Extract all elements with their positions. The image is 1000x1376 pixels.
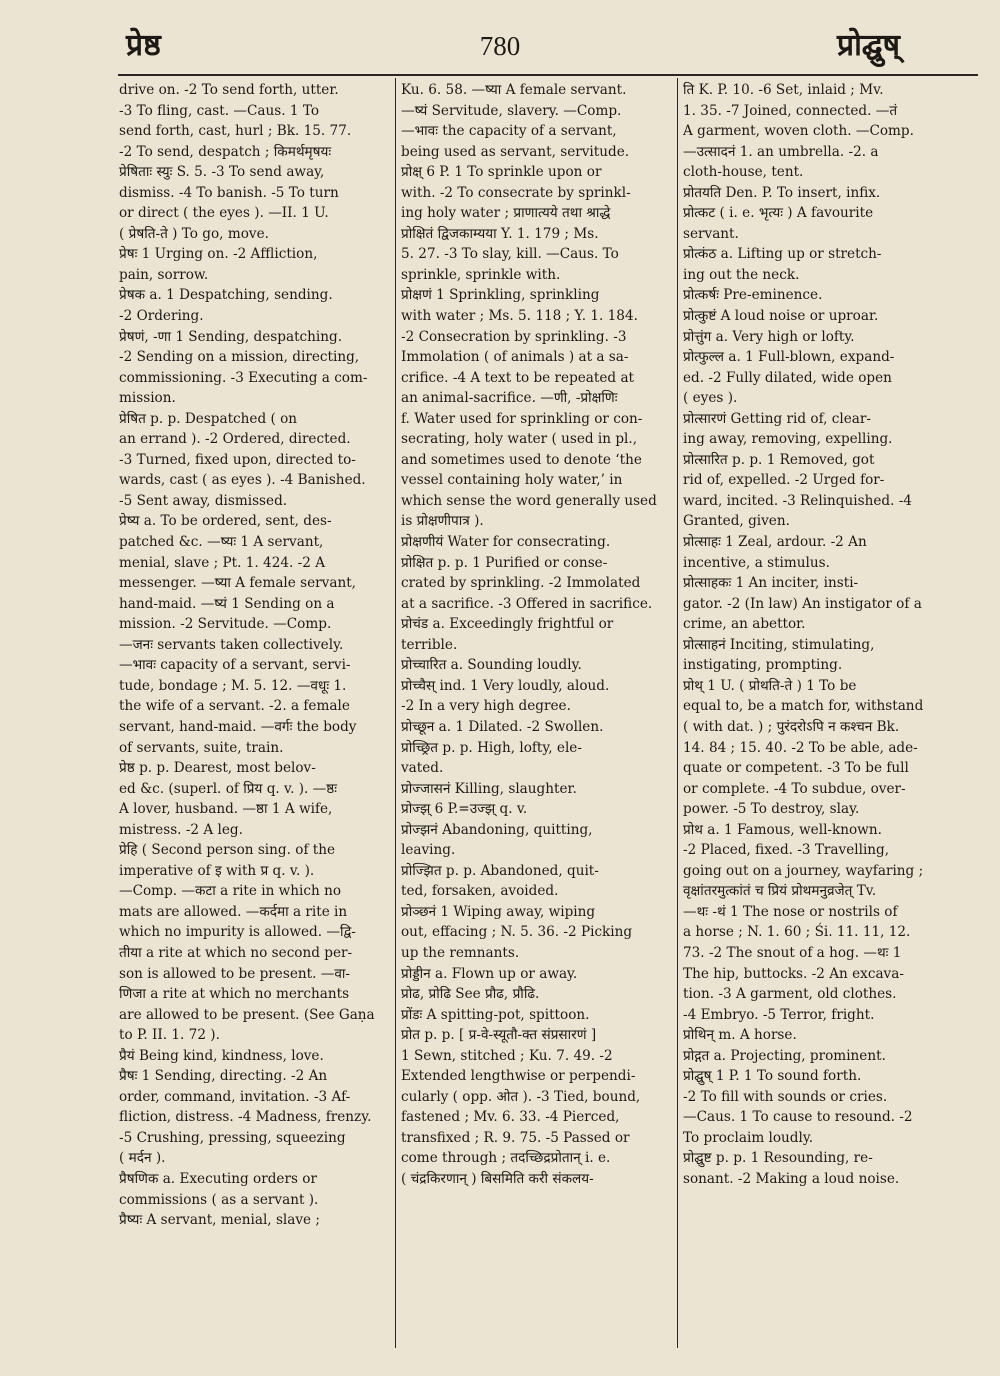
text-line: equal to, be a match for, withstand xyxy=(683,698,924,715)
text-line: प्रोत्सारित p. p. 1 Removed, got xyxy=(683,451,875,468)
text-line: प्रेषित p. p. Despatched ( on xyxy=(119,410,298,427)
text-line: -4 Embryo. -5 Terror, fright. xyxy=(683,1006,875,1023)
text-line: a horse ; N. 1. 60 ; Śi. 11. 11, 12. xyxy=(683,924,911,941)
text-line: -2 Consecration by sprinkling. -3 xyxy=(401,328,627,345)
text-line: an errand ). -2 Ordered, directed. xyxy=(119,431,351,448)
text-line: प्रोद्गत a. Projecting, prominent. xyxy=(683,1047,886,1064)
text-line: -2 Sending on a mission, directing, xyxy=(119,349,360,366)
text-line: fliction, distress. -4 Madness, frenzy. xyxy=(119,1109,372,1126)
text-line: power. -5 To destroy, slay. xyxy=(683,801,860,818)
text-line: प्रोत्कट ( i. e. भृत्यः ) A favourite xyxy=(683,205,874,222)
text-line: —Comp. —कटा a rite in which no xyxy=(119,883,342,900)
text-line: 73. -2 The snout of a hog. —थः 1 xyxy=(683,944,902,961)
text-line: ed. -2 Fully dilated, wide open xyxy=(683,369,892,386)
text-line: is प्रोक्षणीपात्र ). xyxy=(401,513,484,530)
text-line: प्रैषः 1 Sending, directing. -2 An xyxy=(119,1068,328,1085)
text-line: The hip, buttocks. -2 An excava- xyxy=(683,965,904,982)
text-line: mistress. -2 A leg. xyxy=(119,821,243,838)
header-left-guide-word: प्रेष्ठ xyxy=(126,28,161,63)
text-line: वृक्षांतरमुत्कांतं च प्रियं प्रोथमनुव्रजेत् Tv. xyxy=(683,883,877,900)
text-line: cularly ( opp. ओत ). -3 Tied, bound, xyxy=(401,1088,641,1105)
text-line: प्रोत्साहनं Inciting, stimulating, xyxy=(683,636,875,653)
text-line: come through ; तदच्छिद्रप्रोतान् i. e. xyxy=(401,1150,611,1167)
text-line: प्रोत्साहः 1 Zeal, ardour. -2 An xyxy=(683,534,867,551)
text-line: प्रेषः 1 Urging on. -2 Affliction, xyxy=(119,246,318,263)
text-line: fastened ; Mv. 6. 33. -4 Pierced, xyxy=(401,1109,620,1126)
text-line: crifice. -4 A text to be repeated at xyxy=(401,369,635,386)
text-line: ing holy water ; प्राणात्यये तथा श्राद्धे xyxy=(401,205,611,222)
text-line: प्रोत्साहकः 1 An inciter, insti- xyxy=(683,575,859,592)
text-line: -2 To send, despatch ; किमर्थमृषयः xyxy=(119,143,332,160)
text-line: tude, bondage ; M. 5. 12. —वधूः 1. xyxy=(119,677,347,694)
header-right-guide-word: प्रोद्घुष् xyxy=(837,28,900,63)
text-line: —ष्यं Servitude, slavery. —Comp. xyxy=(401,102,622,119)
text-line: —Caus. 1 To cause to resound. -2 xyxy=(683,1109,913,1126)
text-line: servant, hand-maid. —वर्गः the body xyxy=(119,718,357,735)
text-line: cloth-house, tent. xyxy=(683,164,804,181)
text-line: प्रोत्कंठ a. Lifting up or stretch- xyxy=(683,246,882,263)
text-line: णिजा a rite at which no merchants xyxy=(119,986,350,1003)
text-line: up the remnants. xyxy=(401,944,520,961)
text-line: ed &c. (superl. of प्रिय q. v. ). —ष्ठः xyxy=(119,780,338,797)
text-line: प्रोज्झित p. p. Abandoned, quit- xyxy=(401,862,599,879)
text-line: -2 To fill with sounds or cries. xyxy=(683,1088,888,1105)
text-line: प्रैषणिक a. Executing orders or xyxy=(119,1170,317,1187)
text-line: प्रोच्छ्रित p. p. High, lofty, ele- xyxy=(401,739,582,756)
text-line: crated by sprinkling. -2 Immolated xyxy=(401,575,641,592)
text-line: प्रोद्घुष्ट p. p. 1 Resounding, re- xyxy=(683,1150,873,1167)
text-line: ing out the neck. xyxy=(683,266,800,283)
column-2 xyxy=(401,80,669,1342)
text-line: प्रेष्य a. To be ordered, sent, des- xyxy=(119,513,332,530)
page-number: 780 xyxy=(479,31,521,61)
text-line: pain, sorrow. xyxy=(119,266,209,283)
text-line: प्रेषणं, -णा 1 Sending, despatching. xyxy=(119,328,343,345)
text-line: tion. -3 A garment, old clothes. xyxy=(683,986,897,1003)
text-line: at a sacrifice. -3 Offered in sacrifice. xyxy=(401,595,653,612)
text-line: प्रोचंड a. Exceedingly frightful or xyxy=(401,616,614,633)
text-line: drive on. -2 To send forth, utter. xyxy=(119,82,339,98)
text-line: प्रोक्षणं 1 Sprinkling, sprinkling xyxy=(401,287,600,304)
text-line: rid of, expelled. -2 Urged for- xyxy=(683,472,885,489)
text-line: menial, slave ; Pt. 1. 424. -2 A xyxy=(119,554,326,571)
header-rule xyxy=(118,74,978,76)
text-line: secrating, holy water ( used in pl., xyxy=(401,431,638,448)
text-line: vessel containing holy water,’ in xyxy=(401,472,623,489)
text-line: प्रोक्षित p. p. 1 Purified or conse- xyxy=(401,554,608,571)
text-line: order, command, invitation. -3 Af- xyxy=(119,1088,351,1105)
text-line: sonant. -2 Making a loud noise. xyxy=(683,1170,900,1187)
text-line: son is allowed to be present. —वा- xyxy=(119,965,350,982)
text-line: send forth, cast, hurl ; Bk. 15. 77. xyxy=(119,123,352,140)
text-line: ing away, removing, expelling. xyxy=(683,431,893,448)
text-line: प्रोथ a. 1 Famous, well-known. xyxy=(683,821,882,838)
text-line: ( चंद्रकिरणान् ) बिसमिति करी संकलय- xyxy=(401,1170,594,1187)
text-line: प्रैष्यः A servant, menial, slave ; xyxy=(119,1212,320,1229)
text-line: —भावः the capacity of a servant, xyxy=(401,123,617,140)
text-line: of servants, suite, train. xyxy=(119,739,284,756)
text-line: ( with dat. ) ; पुरंदरोऽपि न कश्चन Bk. xyxy=(683,718,900,735)
text-line: dismiss. -4 To banish. -5 To turn xyxy=(119,184,339,201)
text-line: ति K. P. 10. -6 Set, inlaid ; Mv. xyxy=(683,82,884,98)
column-divider xyxy=(677,78,678,1348)
text-line: ( प्रेषति-ते ) To go, move. xyxy=(119,225,269,242)
text-line: which no impurity is allowed. —द्वि- xyxy=(119,924,356,941)
text-line: 5. 27. -3 To slay, kill. —Caus. To xyxy=(401,246,619,263)
text-line: to P. II. 1. 72 ). xyxy=(119,1027,220,1044)
text-line: प्रोंडः A spitting-pot, spittoon. xyxy=(401,1006,590,1023)
text-line: प्रोच्चारित a. Sounding loudly. xyxy=(401,657,582,674)
text-line: -5 Crushing, pressing, squeezing xyxy=(119,1129,346,1146)
text-line: प्रोत्फुल्ल a. 1 Full-blown, expand- xyxy=(683,349,895,366)
text-line: प्रोज्झ् 6 P.=उज्झ् q. v. xyxy=(401,801,528,818)
text-line: ( मर्दन ). xyxy=(119,1150,166,1167)
text-line: Granted, given. xyxy=(683,513,790,530)
text-line: प्रोञ्छनं 1 Wiping away, wiping xyxy=(401,903,596,920)
text-line: ted, forsaken, avoided. xyxy=(401,883,559,900)
text-line: mission. xyxy=(119,390,176,407)
text-line: A lover, husband. —ष्ठा 1 A wife, xyxy=(119,801,333,818)
text-line: —उत्सादनं 1. an umbrella. -2. a xyxy=(683,143,879,160)
text-line: -3 Turned, fixed upon, directed to- xyxy=(119,451,356,468)
column-3 xyxy=(683,80,951,1342)
text-line: leaving. xyxy=(401,842,456,859)
text-line: Extended lengthwise or perpendi- xyxy=(401,1068,636,1085)
text-line: commissions ( as a servant ). xyxy=(119,1191,319,1208)
text-line: are allowed to be present. (See Gaṇa xyxy=(119,1006,375,1023)
text-line: and sometimes used to denote ‘the xyxy=(401,451,642,468)
text-line: -2 In a very high degree. xyxy=(401,698,571,715)
column-1 xyxy=(119,80,387,1342)
text-line: —जनः servants taken collectively. xyxy=(119,636,344,653)
text-line: प्रोत्कर्षः Pre-eminence. xyxy=(683,287,823,304)
text-line: -2 Placed, fixed. -3 Travelling, xyxy=(683,842,890,859)
text-line: प्रेषक a. 1 Despatching, sending. xyxy=(119,287,333,304)
text-line: A garment, woven cloth. —Comp. xyxy=(683,123,914,140)
text-line: out, effacing ; N. 5. 36. -2 Picking xyxy=(401,924,633,941)
text-line: with water ; Ms. 5. 118 ; Y. 1. 184. xyxy=(401,308,638,325)
text-line: ward, incited. -3 Relinquished. -4 xyxy=(683,492,912,509)
text-line: or complete. -4 To subdue, over- xyxy=(683,780,906,797)
text-line: प्रोत p. p. [ प्र-वे-स्यूतौ-क्त संप्रसारणं ] xyxy=(401,1027,597,1044)
text-line: प्रैयं Being kind, kindness, love. xyxy=(119,1047,324,1064)
text-line: quate or competent. -3 To be full xyxy=(683,760,909,777)
text-line: प्रेषिताः स्युः S. 5. -3 To send away, xyxy=(119,164,325,181)
text-line: terrible. xyxy=(401,636,458,653)
text-line: प्रोज्झनं Abandoning, quitting, xyxy=(401,821,593,838)
text-line: f. Water used for sprinkling or con- xyxy=(401,410,643,427)
text-line: which sense the word generally used xyxy=(401,492,657,509)
text-line: wards, cast ( as eyes ). -4 Banished. xyxy=(119,472,366,489)
text-line: प्रोद्घुष् 1 P. 1 To sound forth. xyxy=(683,1068,862,1085)
text-line: patched &c. —ष्यः 1 A servant, xyxy=(119,534,324,551)
text-line: प्रोथिन् m. A horse. xyxy=(683,1027,797,1044)
text-line: servant. xyxy=(683,225,739,242)
text-line: being used as servant, servitude. xyxy=(401,143,630,160)
text-line: transfixed ; R. 9. 75. -5 Passed or xyxy=(401,1129,630,1146)
text-line: —भावः capacity of a servant, servi- xyxy=(119,657,351,674)
text-line: प्रोड्डीन a. Flown up or away. xyxy=(401,965,578,982)
text-line: प्रोत्सारणं Getting rid of, clear- xyxy=(683,410,871,427)
column-divider xyxy=(395,78,396,1348)
text-line: प्रोज्जासनं Killing, slaughter. xyxy=(401,780,577,797)
text-line: going out on a journey, wayfaring ; xyxy=(683,862,924,879)
text-line: —थः -थं 1 The nose or nostrils of xyxy=(683,903,898,920)
text-line: the wife of a servant. -2. a female xyxy=(119,698,350,715)
text-line: 1 Sewn, stitched ; Ku. 7. 49. -2 xyxy=(401,1047,613,1064)
text-line: प्रेष्ठ p. p. Dearest, most belov- xyxy=(119,760,316,777)
text-line: प्रोथ् 1 U. ( प्रोथति-ते ) 1 To be xyxy=(683,677,857,694)
text-line: hand-maid. —ष्यं 1 Sending on a xyxy=(119,595,335,612)
text-line: an animal-sacrifice. —णी, -प्रोक्षणिः xyxy=(401,390,618,407)
text-line: प्रोतयति Den. P. To insert, infix. xyxy=(683,184,881,201)
text-line: तीया a rite at which no second per- xyxy=(119,944,353,961)
text-line: प्रोच्चैस् ind. 1 Very loudly, aloud. xyxy=(401,677,610,694)
text-line: sprinkle, sprinkle with. xyxy=(401,266,561,283)
text-line: or direct ( the eyes ). —II. 1 U. xyxy=(119,205,329,222)
text-line: vated. xyxy=(401,760,444,777)
text-line: प्रोक्ष् 6 P. 1 To sprinkle upon or xyxy=(401,164,602,181)
text-line: -3 To fling, cast. —Caus. 1 To xyxy=(119,102,320,119)
text-line: प्रोक्षणीयं Water for consecrating. xyxy=(401,534,611,551)
text-line: ( eyes ). xyxy=(683,390,738,407)
text-line: crime, an abettor. xyxy=(683,616,806,633)
text-line: प्रोढ, प्रोढि See प्रौढ, प्रौढि. xyxy=(401,986,540,1003)
text-line: प्रोत्कुष्टं A loud noise or uproar. xyxy=(683,308,879,325)
text-line: To proclaim loudly. xyxy=(683,1129,814,1146)
text-line: Immolation ( of animals ) at a sa- xyxy=(401,349,629,366)
text-line: -5 Sent away, dismissed. xyxy=(119,492,288,509)
text-line: commissioning. -3 Executing a com- xyxy=(119,369,368,386)
text-line: instigating, prompting. xyxy=(683,657,843,674)
text-line: messenger. —ष्या A female servant, xyxy=(119,575,356,592)
text-line: imperative of इ with प्र q. v. ). xyxy=(119,862,315,879)
text-line: incentive, a stimulus. xyxy=(683,554,830,571)
text-line: प्रोत्तुंग a. Very high or lofty. xyxy=(683,328,855,345)
text-line: with. -2 To consecrate by sprinkl- xyxy=(401,184,631,201)
text-line: Ku. 6. 58. —ष्या A female servant. xyxy=(401,82,627,98)
text-line: प्रोच्छून a. 1 Dilated. -2 Swollen. xyxy=(401,718,604,735)
text-line: प्रेहि ( Second person sing. of the xyxy=(119,842,336,859)
text-line: gator. -2 (In law) An instigator of a xyxy=(683,595,922,612)
text-line: mats are allowed. —कर्दमा a rite in xyxy=(119,903,348,920)
text-line: 1. 35. -7 Joined, connected. —तं xyxy=(683,102,898,119)
text-line: mission. -2 Servitude. —Comp. xyxy=(119,616,332,633)
text-line: प्रोक्षितं द्विजकाम्यया Y. 1. 179 ; Ms. xyxy=(401,225,599,242)
text-line: -2 Ordering. xyxy=(119,308,204,325)
text-line: 14. 84 ; 15. 40. -2 To be able, ade- xyxy=(683,739,918,756)
